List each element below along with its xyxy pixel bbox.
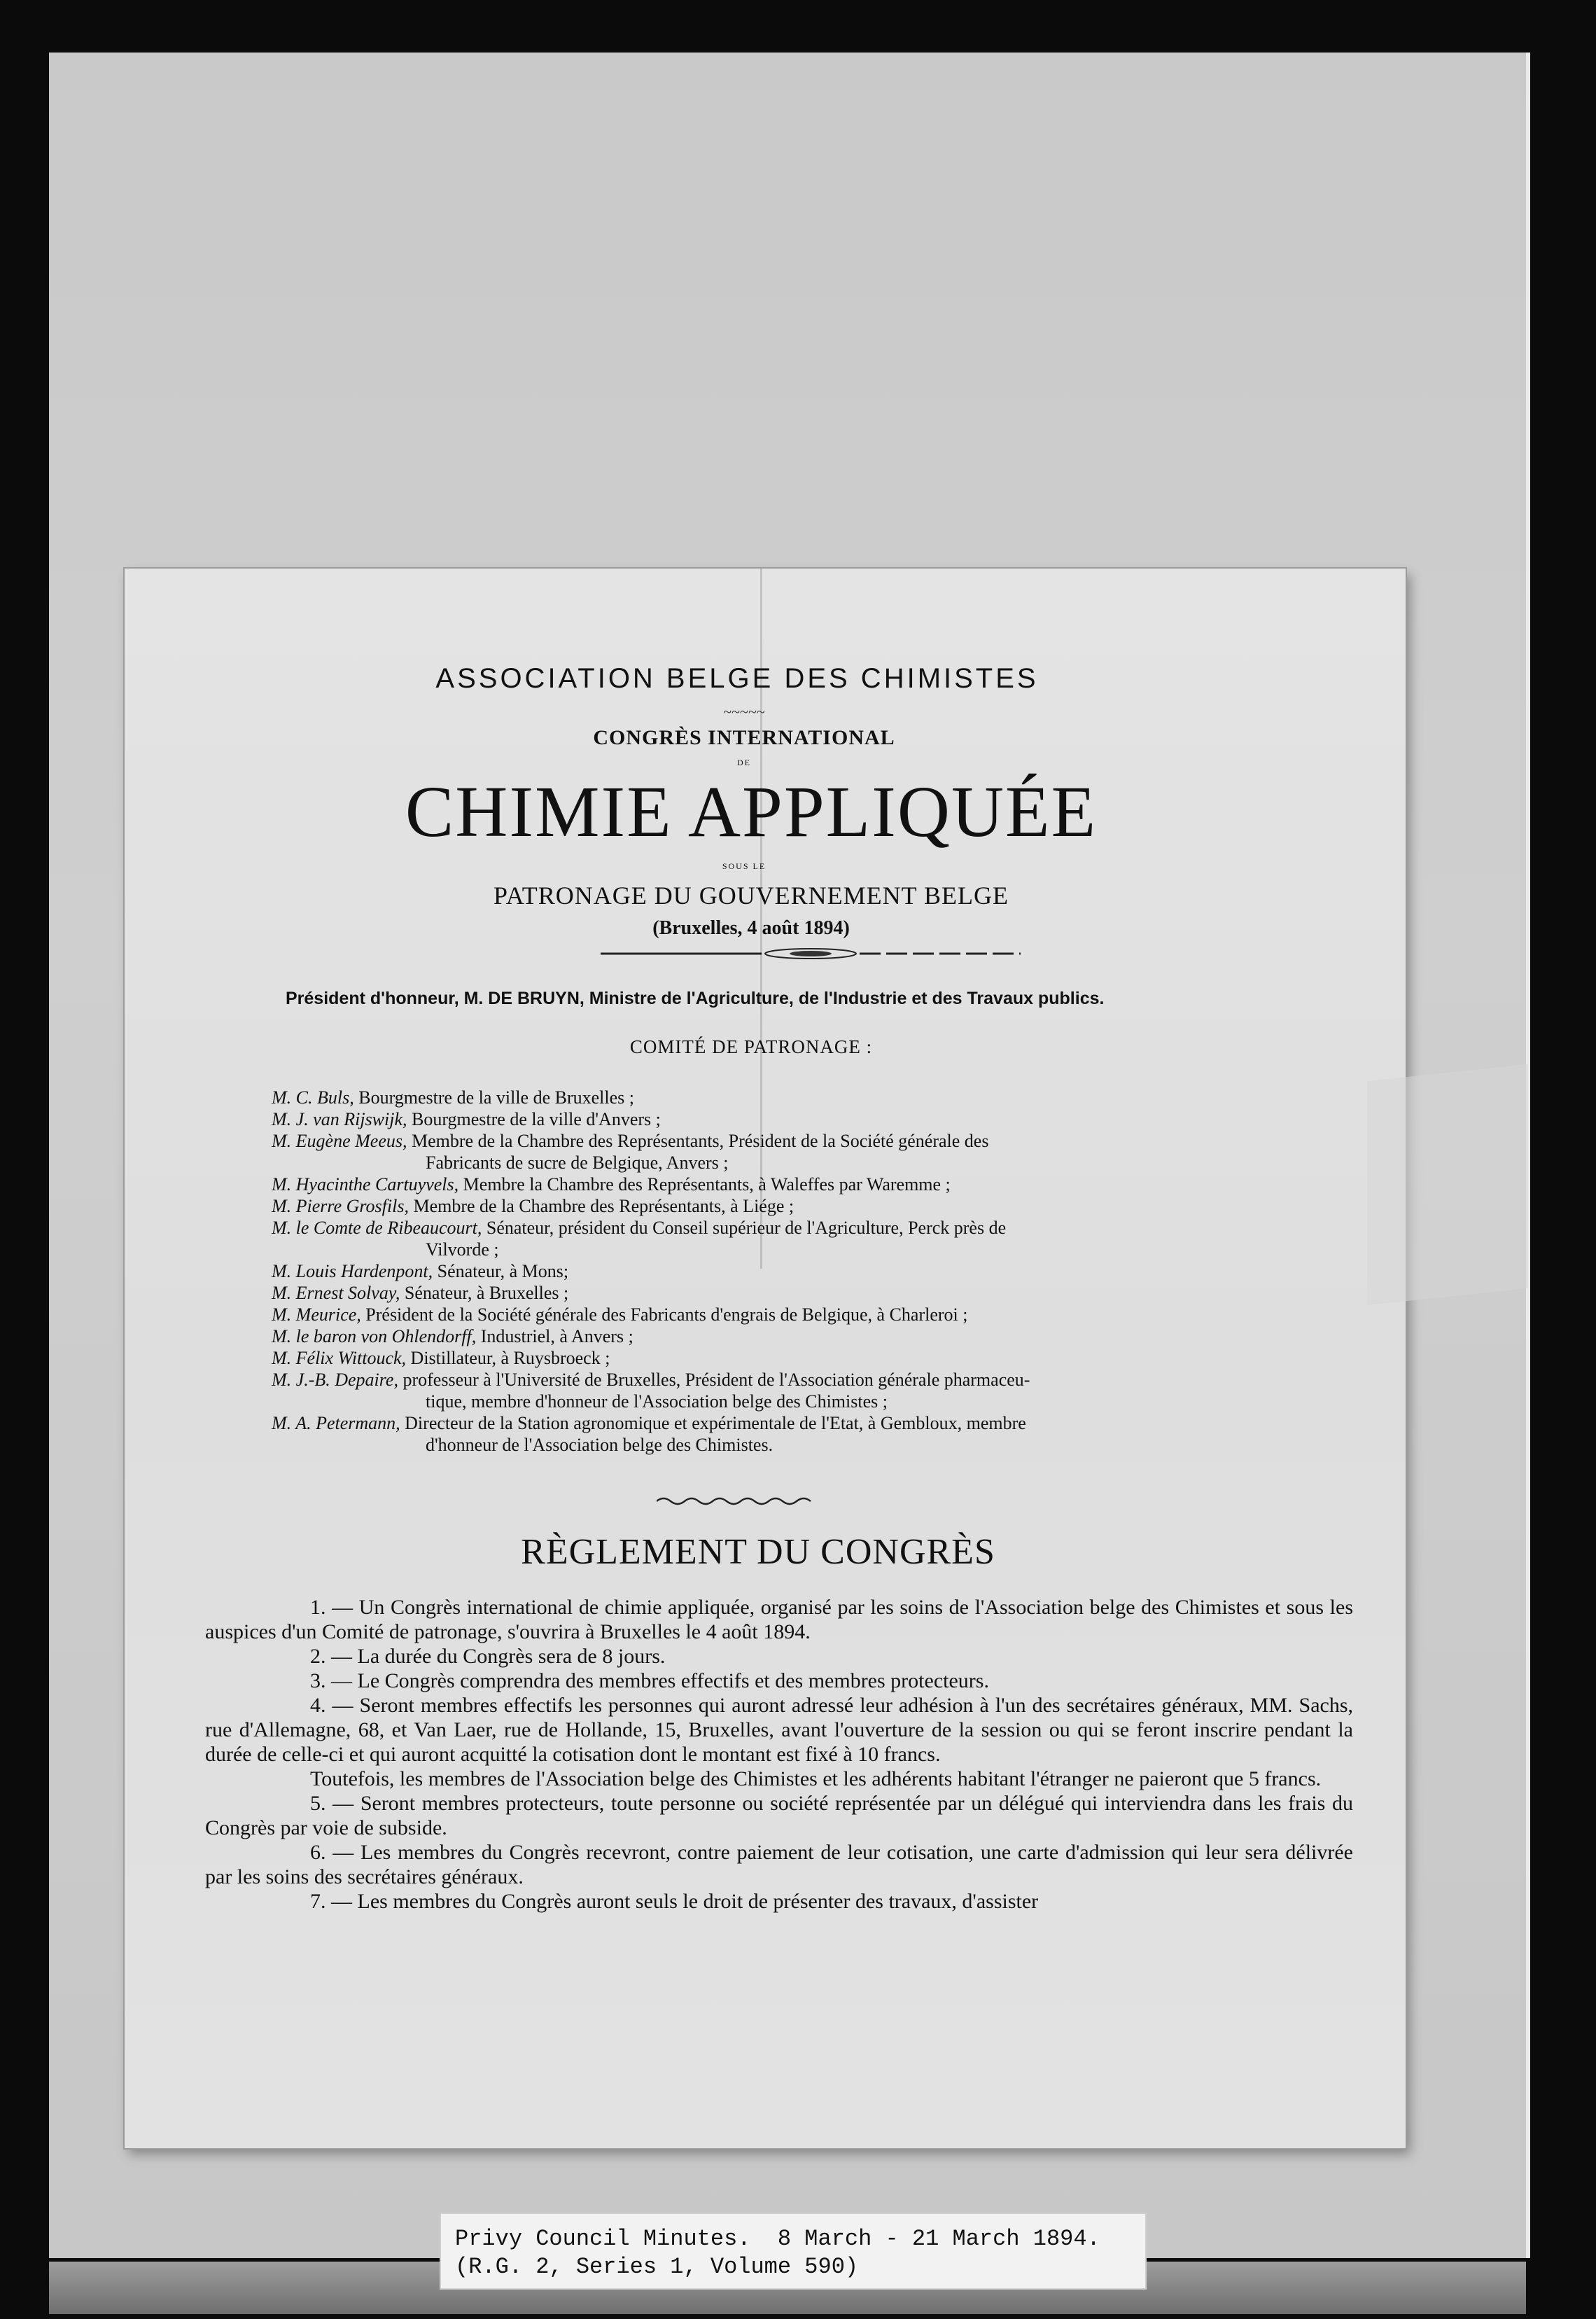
- reglement-articles: [205, 1595, 1353, 1914]
- member-description-cont: Vilvorde ;: [426, 1239, 499, 1260]
- committee-member: [272, 1347, 1322, 1369]
- document-page: [125, 569, 1406, 2148]
- patronage-committee-list: [272, 1087, 1322, 1456]
- committee-member: [272, 1369, 1322, 1412]
- member-name: M. le Comte de Ribeaucourt,: [272, 1218, 482, 1238]
- reglement-article: 4. — Seront membres effectifs les personnes qui auront adressé leur adhésion à l'un des secrétaires généraux, MM. Sachs, rue d'Allemagne, 68, et Van Laer, rue de Hollande, 15, Bruxelles, avant l'ouverture de la session ou qui se feront inscrire pendant la durée de celle-ci et qui auront acquitté la cotisation dont le montant est fixé à 10 francs.: [205, 1694, 1353, 1766]
- member-description: Directeur de la Station agronomique et expérimentale de l'Etat, à Gembloux, membre: [400, 1413, 1026, 1433]
- member-description-cont: tique, membre d'honneur de l'Association belge des Chimistes ;: [426, 1391, 888, 1412]
- ornament-divider: [601, 947, 1021, 961]
- member-description: Sénateur, à Mons;: [433, 1261, 569, 1281]
- main-title: CHIMIE APPLIQUÉE: [405, 772, 1098, 852]
- date-line: (Bruxelles, 4 août 1894): [652, 917, 850, 939]
- association-heading: ASSOCIATION BELGE DES CHIMISTES: [435, 663, 1039, 694]
- member-description: professeur à l'Université de Bruxelles, Président de l'Association générale pharmaceu-: [398, 1370, 1030, 1390]
- member-name: M. A. Petermann,: [272, 1413, 400, 1433]
- congres-heading: CONGRÈS INTERNATIONAL: [593, 726, 895, 749]
- committee-member: [272, 1304, 1322, 1325]
- archive-caption: [440, 2213, 1147, 2290]
- member-name: M. Félix Wittouck,: [272, 1348, 407, 1368]
- reglement-article: 5. — Seront membres protecteurs, toute personne ou société représentée par un délégué qui interviendra dans les frais du Congrès par voie de subside.: [205, 1792, 1353, 1839]
- member-description: Membre la Chambre des Représentants, à Waleffes par Waremme ;: [458, 1174, 951, 1195]
- committee-member: [272, 1412, 1322, 1456]
- honorary-president: Président d'honneur, M. DE BRUYN, Ministre de l'Agriculture, de l'Industrie et des Travaux publics.: [286, 989, 1105, 1008]
- sous-le-word: SOUS LE: [722, 861, 766, 871]
- member-name: M. Ernest Solvay,: [272, 1283, 400, 1303]
- patronage-heading: PATRONAGE DU GOUVERNEMENT BELGE: [493, 882, 1009, 910]
- reglement-article: 6. — Les membres du Congrès recevront, contre paiement de leur cotisation, une carte d'admission qui leur sera délivrée par les soins des secrétaires généraux.: [205, 1841, 1353, 1888]
- paper-tear: [1367, 1064, 1528, 1305]
- committee-member: [272, 1174, 1322, 1195]
- reglement-article: 7. — Les membres du Congrès auront seuls le droit de présenter des travaux, d'assister: [310, 1890, 1039, 1913]
- reglement-article: 2. — La durée du Congrès sera de 8 jours.: [310, 1645, 666, 1668]
- wave-ornament: [657, 1494, 818, 1508]
- reglement-article: 1. — Un Congrès international de chimie appliquée, organisé par les soins de l'Association belge des Chimistes et sous les auspices d'un Comité de patronage, s'ouvrira à Bruxelles le 4 août 1894.: [205, 1596, 1353, 1643]
- member-description: Bourgmestre de la ville de Bruxelles ;: [354, 1087, 634, 1108]
- member-description: Membre de la Chambre des Représentants, à Liége ;: [408, 1196, 794, 1216]
- committee-member: [272, 1108, 1322, 1130]
- member-description: Membre de la Chambre des Représentants, Président de la Société générale des: [407, 1131, 989, 1151]
- committee-member: [272, 1282, 1322, 1304]
- member-name: M. C. Buls,: [272, 1087, 354, 1108]
- member-name: M. Meurice,: [272, 1304, 361, 1325]
- caption-line-1: Privy Council Minutes. 8 March - 21 March 1894.: [455, 2226, 1100, 2252]
- member-description-cont: d'honneur de l'Association belge des Chimistes.: [426, 1435, 774, 1455]
- committee-member: [272, 1260, 1322, 1282]
- caption-line-2: (R.G. 2, Series 1, Volume 590): [455, 2254, 859, 2280]
- member-description-cont: Fabricants de sucre de Belgique, Anvers ;: [426, 1152, 729, 1173]
- committee-member: [272, 1087, 1322, 1108]
- small-ornament: ~~~~~: [723, 703, 765, 720]
- member-name: M. Hyacinthe Cartuyvels,: [272, 1174, 459, 1195]
- committee-member: [272, 1325, 1322, 1347]
- committee-member: [272, 1130, 1322, 1174]
- de-word: DE: [737, 758, 751, 767]
- member-description: Industriel, à Anvers ;: [476, 1326, 634, 1346]
- member-name: M. Pierre Grosfils,: [272, 1196, 409, 1216]
- member-name: M. Eugène Meeus,: [272, 1131, 407, 1151]
- member-name: M. J.-B. Depaire,: [272, 1370, 398, 1390]
- reglement-article: Toutefois, les membres de l'Association belge des Chimistes et les adhérents habitant l'étranger ne paieront que 5 francs.: [310, 1767, 1322, 1790]
- member-description: Sénateur, président du Conseil supérieur de l'Agriculture, Perck près de: [482, 1218, 1007, 1238]
- member-name: M. le baron von Ohlendorff,: [272, 1326, 477, 1346]
- committee-member: [272, 1217, 1322, 1260]
- reglement-article: 3. — Le Congrès comprendra des membres effectifs et des membres protecteurs.: [310, 1669, 989, 1692]
- reglement-heading: RÈGLEMENT DU CONGRÈS: [521, 1532, 995, 1572]
- member-name: M. J. van Rijswijk,: [272, 1109, 407, 1129]
- member-description: Président de la Société générale des Fabricants d'engrais de Belgique, à Charleroi ;: [360, 1304, 968, 1325]
- committee-member: [272, 1195, 1322, 1217]
- member-description: Sénateur, à Bruxelles ;: [400, 1283, 569, 1303]
- member-name: M. Louis Hardenpont,: [272, 1261, 433, 1281]
- member-description: Bourgmestre de la ville d'Anvers ;: [407, 1109, 661, 1129]
- comite-heading: COMITÉ DE PATRONAGE :: [629, 1036, 873, 1057]
- member-description: Distillateur, à Ruysbroeck ;: [406, 1348, 610, 1368]
